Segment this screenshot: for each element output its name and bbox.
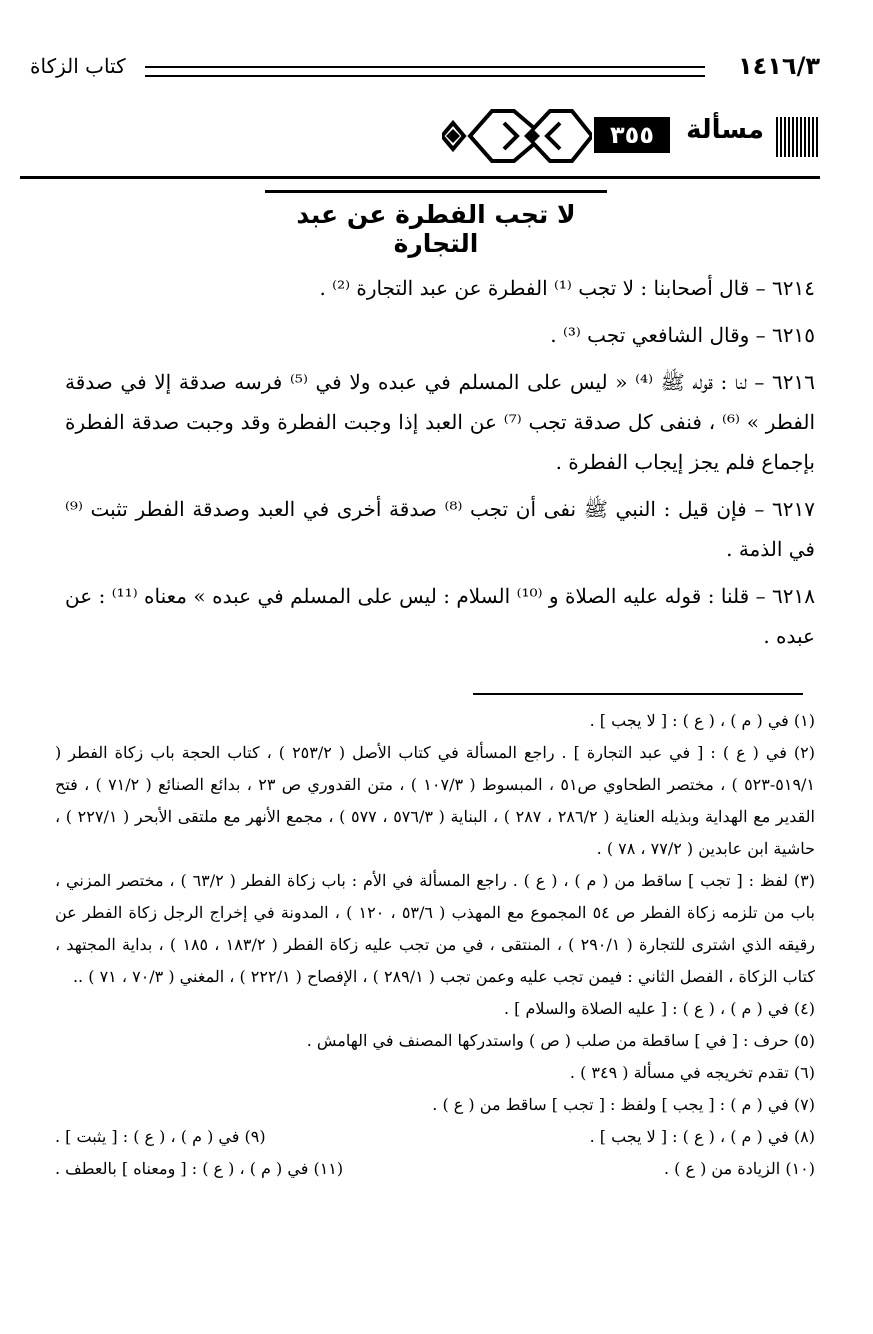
running-header xyxy=(20,52,820,92)
issue-title: لا تجب الفطرة عن عبد التجارة xyxy=(296,200,576,258)
footnote-2: (٢) في ( ع ) : [ في عبد التجارة ] . راجع المسألة في كتاب الأصل ( ٢٥٣/٢ ) ، كتاب الحجة باب زكاة الفطر ( ٥١٩/١-٥٢٣ ) ، مختصر الطحاوي ص٥١ ، المبسوط ( ١٠٧/٣ ) ، متن القدوري ص ٢٣ ، بدائع الصنائع ( ٧١/٢ ) ، فتح القدير مع الهداية وبذيله العناية ( ٢٨٦/٢ ، ٢٨٧ ) ، البناية ( ٥٧٦/٣ ، ٥٧٧ ) ، مجمع الأنهر مع ملتقى الأبحر ( ٢٢٧/١ ) ، حاشية ابن عابدين ( ٧٧/٢ ، ٧٨ ) . xyxy=(55,743,816,858)
book-title: كتاب الزكاة xyxy=(30,54,126,78)
footnote-11: (١١) في ( م ) ، ( ع ) : [ ومعناه ] بالعطف . xyxy=(55,1159,344,1178)
paragraph-6217: ٦٢١٧ – فإن قيل : النبي ﷺ نفى أن تجب ⁽⁸⁾ صدقة أخرى في العبد وصدقة الفطر تثبت ⁽⁹⁾ في الذمة . xyxy=(65,497,815,561)
issue-title-box xyxy=(265,190,607,258)
footnote-7: (٧) في ( م ) : [ يجب ] ولفظ : [ تجب ] ساقط من ( ع ) . xyxy=(432,1095,815,1114)
masala-number: ٣٥٥ xyxy=(594,117,670,153)
footnote-10: (١٠) الزيادة من ( ع ) . xyxy=(663,1159,815,1178)
vertical-bars-ornament xyxy=(776,117,820,157)
header-double-rule xyxy=(145,66,705,77)
footnote-separator xyxy=(473,693,803,695)
footnote-row xyxy=(55,1153,815,1185)
footnote-1: (١) في ( م ) ، ( ع ) : [ لا يجب ] . xyxy=(589,711,815,730)
page-number: ١٤١٦/٣ xyxy=(737,52,820,80)
footnote-6: (٦) تقدم تخريجه في مسألة ( ٣٤٩ ) . xyxy=(569,1063,815,1082)
banner-rule xyxy=(20,176,820,179)
main-text xyxy=(65,268,815,663)
geometric-ornament-icon xyxy=(442,103,592,169)
footnote-3: (٣) لفظ : [ تجب ] ساقط من ( م ) ، ( ع ) . راجع المسألة في الأم : باب زكاة الفطر ( ٦٣/٢ ) ، مختصر المزني ، باب من تلزمه زكاة الفطر ص ٥٤ المجموع مع المهذب ( ٥٣/٦ ، ١٢٠ ) ، المدونة في إخراج الرجل زكاة الفطر عن رقيقه الذي اشترى للتجارة ( ٢٩٠/١ ) ، المنتقى ، في من تجب عليه زكاة الفطر ( ١٨٣/٢ ، ١٨٥ ) ، بداية المجتهد ، كتاب الزكاة ، الفصل الثاني : فيمن تجب عليه وعمن تجب ( ٢٨٩/١ ) ، الإفصاح ( ٢٢٢/١ ) ، المغني ( ٧٠/٣ ، ٧١ ) .. xyxy=(55,871,816,986)
footnote-row xyxy=(55,1121,815,1153)
paragraph-6214: ٦٢١٤ – قال أصحابنا : لا تجب ⁽¹⁾ الفطرة عن عبد التجارة ⁽²⁾ . xyxy=(319,276,815,300)
footnote-9: (٩) في ( م ) ، ( ع ) : [ يثبت ] . xyxy=(55,1127,266,1146)
footnote-5: (٥) حرف : [ في ] ساقطة من صلب ( ص ) واستدركها المصنف في الهامش . xyxy=(306,1031,815,1050)
masala-label: مسألة xyxy=(686,115,764,145)
footnote-8: (٨) في ( م ) ، ( ع ) : [ لا يجب ] . xyxy=(589,1127,815,1146)
footnotes xyxy=(55,705,815,1185)
paragraph-6216: ٦٢١٦ – لنا : قوله ﷺ ⁽⁴⁾ « ليس على المسلم في عبده ولا في ⁽⁵⁾ فرسه صدقة إلا في صدقة الفطر » ⁽⁶⁾ ، فنفى كل صدقة تجب ⁽⁷⁾ عن العبد إذا وجبت الفطرة وقد وجبت صدقة الفطرة بإجماع فلم يجز إيجاب الفطرة . xyxy=(65,370,816,474)
paragraph-6218: ٦٢١٨ – قلنا : قوله عليه الصلاة و ⁽¹⁰⁾ السلام : ليس على المسلم في عبده » معناه ⁽¹¹⁾ : عن عبده . xyxy=(65,584,815,648)
footnote-4: (٤) في ( م ) ، ( ع ) : [ عليه الصلاة والسلام ] . xyxy=(503,999,815,1018)
title-rule xyxy=(265,190,607,193)
paragraph-6215: ٦٢١٥ – وقال الشافعي تجب ⁽³⁾ . xyxy=(550,323,815,347)
masala-banner xyxy=(20,100,820,180)
